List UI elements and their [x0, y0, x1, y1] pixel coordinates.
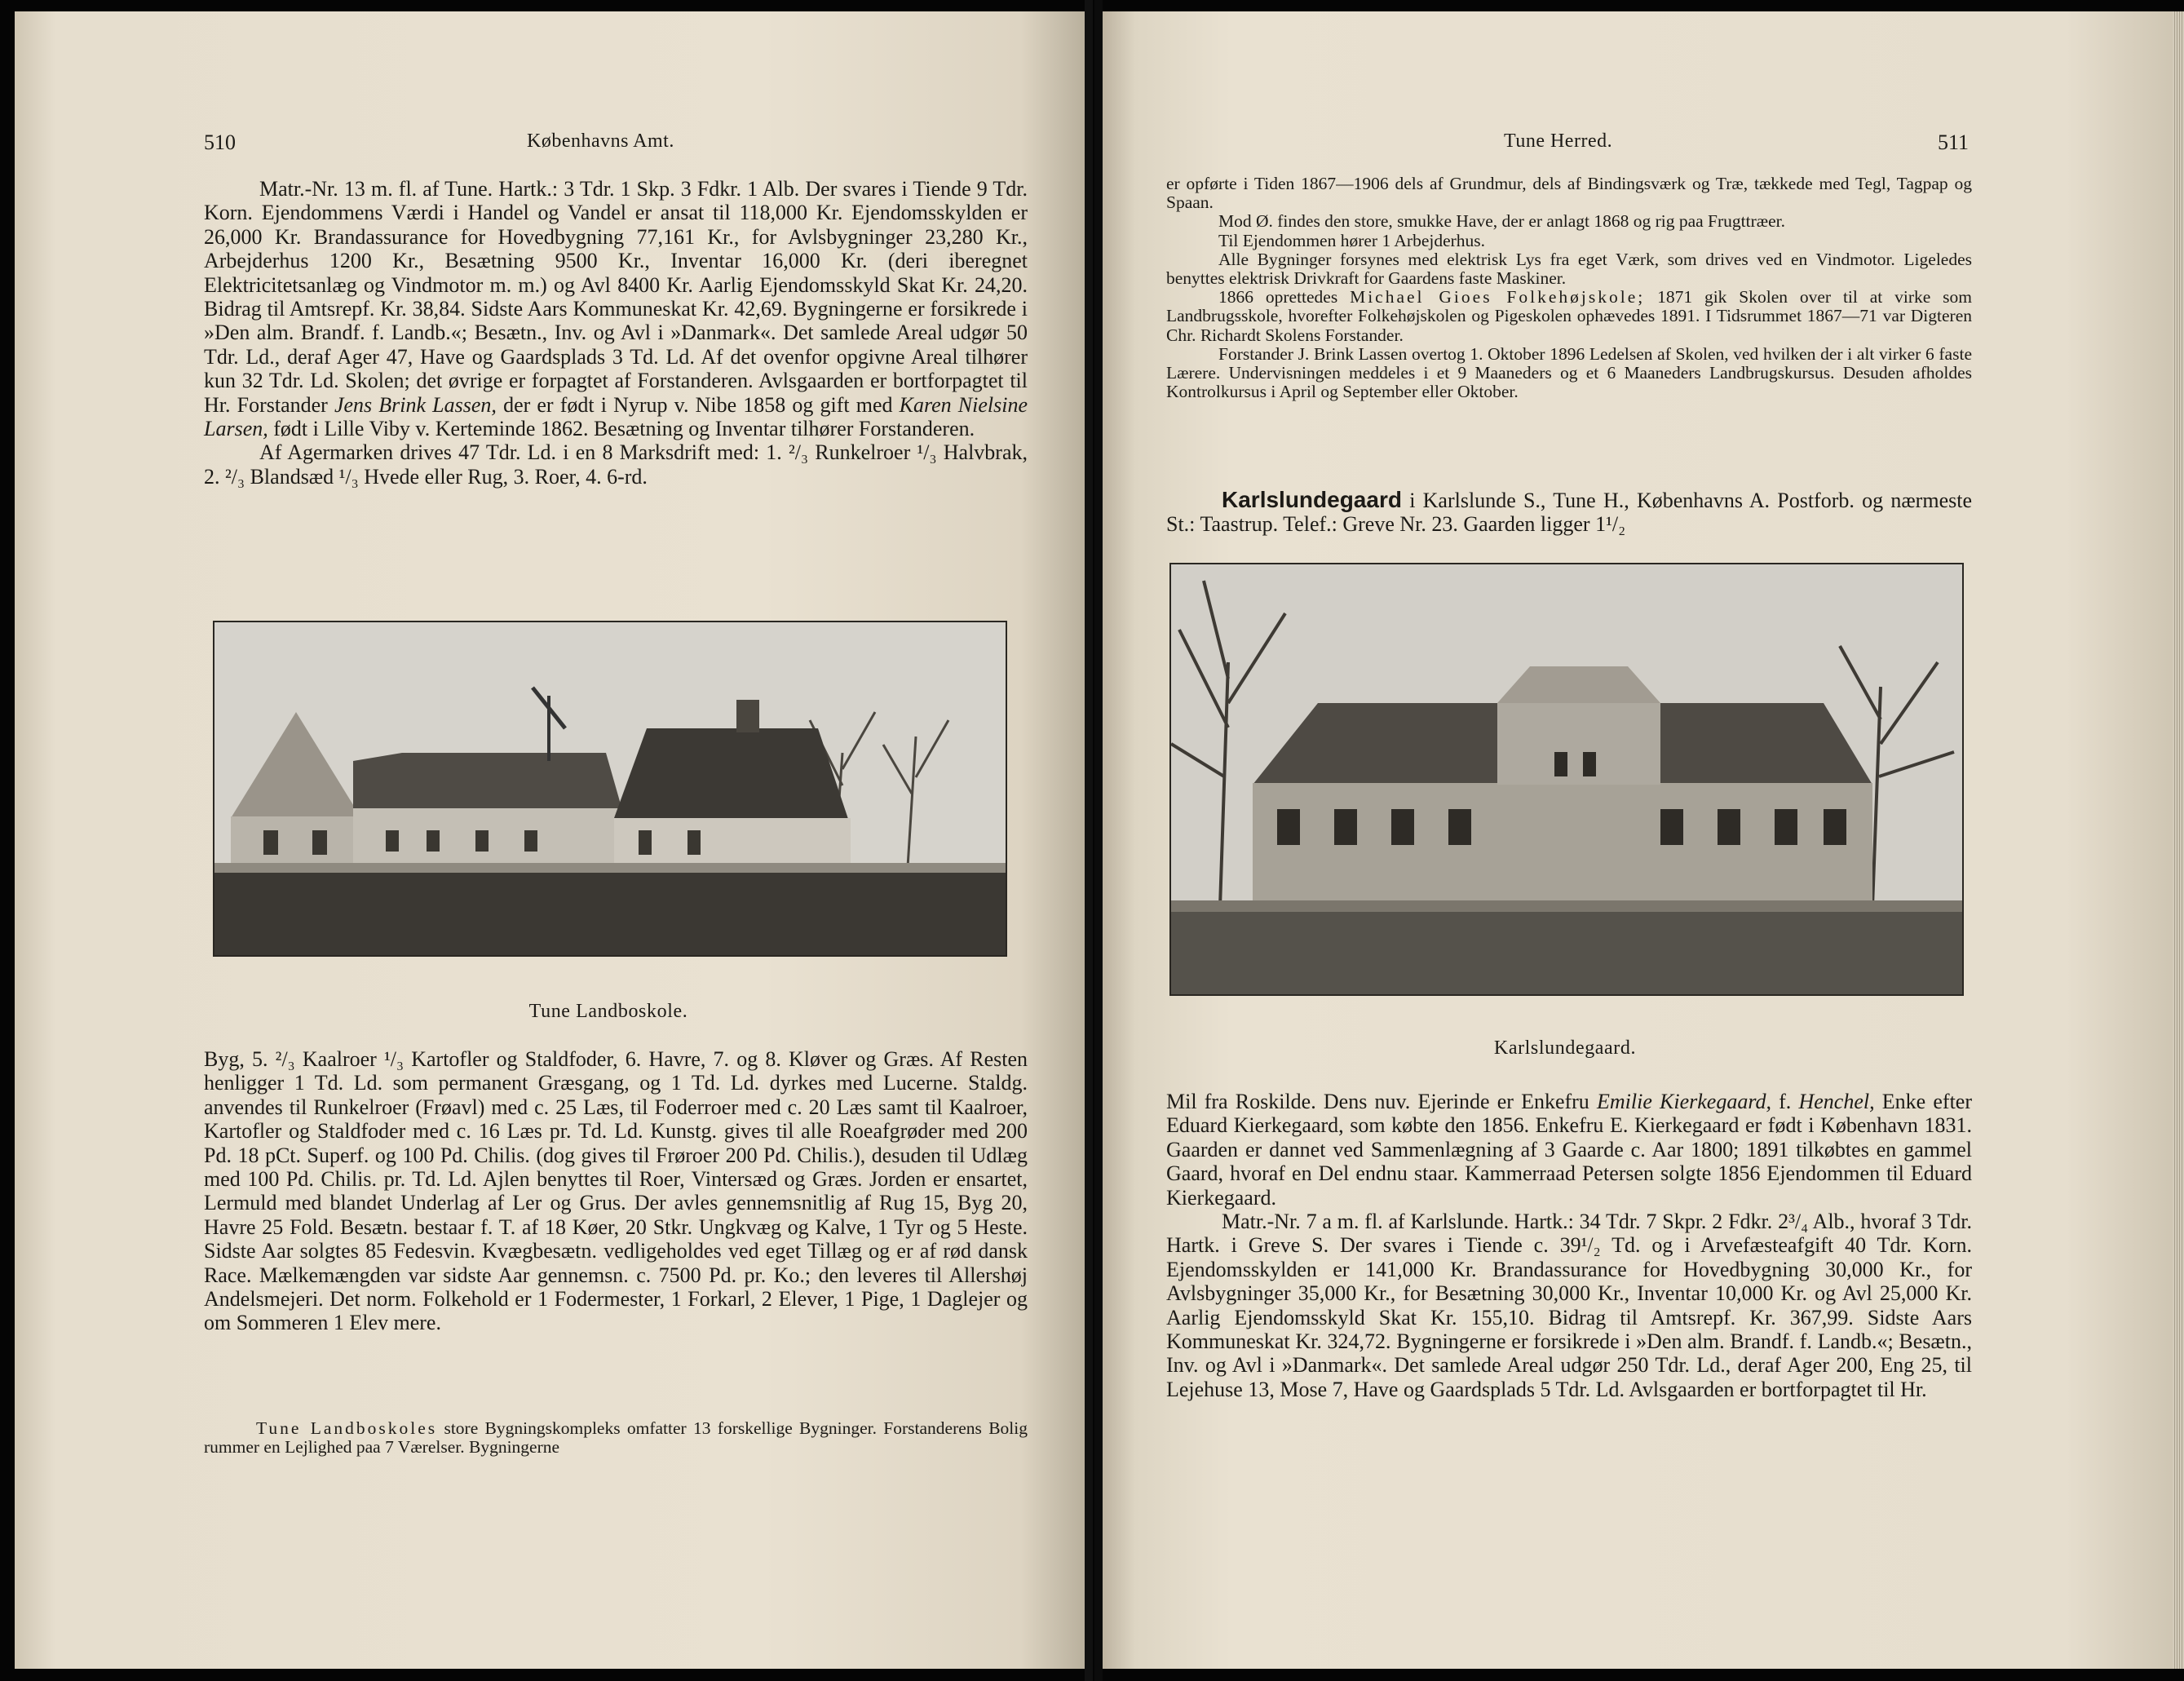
photo-karlslundegaard: [1169, 563, 1964, 996]
body-text-top: [204, 177, 1028, 489]
page-edges: [2173, 11, 2184, 1669]
photo-tune-landboskole: [213, 621, 1007, 957]
spaced-name: Michael Gioes Folkehøjskole;: [1350, 287, 1646, 307]
entry-title: Karlslundegaard: [1222, 487, 1402, 512]
person-name: Jens Brink Lassen,: [334, 392, 497, 417]
right-page: [1103, 11, 2173, 1669]
entry-heading-text: Karlslundegaard i Karlslunde S., Tune H., Københavns A. Postforb. og nærmeste St.: Taastrup. Telef.: Greve Nr. 23. Gaarden ligger 1¹/₂: [1166, 487, 1972, 537]
small-print-note: Tune Landboskoles store Bygningskompleks omfatter 13 forskellige Bygninger. Forstanderens Bolig rummer en Lejlighed paa 7 Værelser. Bygningerne: [204, 1418, 1028, 1458]
left-page: [15, 11, 1085, 1669]
person-name: Karen Nielsine Larsen,: [204, 392, 1028, 441]
paragraph-matr: Matr.-Nr. 13 m. fl. af Tune. Hartk.: 3 Tdr. 1 Skp. 3 Fdkr. 1 Alb. Der svares i Tiende 9 Tdr. Korn. Ejendommens Værdi i Handel og Vandel er ansat til 118,000 Kr. Ejendomsskylden er 26,000 Kr. Brandassurance for Hovedbygning 77,161 Kr., for Avlsbygninger 23,280 Kr., Arbejderhus 1200 Kr., Besætning 9500 Kr., Inventar 16,000 Kr. (deri iberegnet Elektricitetsanlæg og Vindmotor m. m.) og Avl 8400 Kr. Aarlig Ejendomsskyld Skat Kr. 24,20. Bidrag til Amtsrepf. Kr. 38,84. Sidste Aars Kommuneskat Kr. 42,69. Bygningerne er forsikrede i »Den alm. Brandf. f. Landb.«; Besætn., Inv. og Avl i »Danmark«. Det samlede Areal udgør 50 Tdr. Ld., deraf Ager 47, Have og Gaardsplads 3 Td. Ld. Af det ovenfor opgivne Areal tilhører kun 32 Tdr. Ld. Skolen; det øvrige er forpagtet af Forstanderen. Avlsgaarden er bortforpagtet til Hr. Forstander Jens Brink Lassen, der er født i Nyrup v. Nibe 1858 og gift med Karen Nielsine Larsen, født i Lille Viby v. Kerteminde 1862. Besætning og Inventar tilhører Forstanderen.: [204, 177, 1028, 441]
person-name: Henchel,: [1798, 1090, 1875, 1113]
photo-caption: Tune Landboskole.: [528, 1001, 688, 1022]
page-number: 511: [1938, 130, 1970, 154]
page-number: 510: [204, 130, 236, 154]
paragraph-agermarken: Af Agermarken drives 47 Tdr. Ld. i en 8 Marksdrift med: 1. ²/₃ Runkelroer ¹/₃ Halvbrak, 2. ²/₃ Blandsæd ¹/₃ Hvede eller Rug, 3. Roer, 4. 6-rd.: [204, 440, 1028, 489]
small-print-block: er opførte i Tiden 1867—1906 dels af Grundmur, dels af Bindingsværk og Træ, tækkede med Tegl, Tagpap og Spaan. Mod Ø. findes den store, smukke Have, der er anlagt 1868 og rig paa Frugttræer. Til Ejendommen hører 1 Arbejderhus. Alle Bygninger forsynes med elektrisk Lys fra eget Værk, som drives ved en Vindmotor. Ligeledes benyttes elektrisk Drivkraft for Gaardens faste Maskiner. 1866 oprettedes Michael Gioes Folkehøjskole; 1871 gik Skolen over til at virke som Landbrugsskole, hvorefter Folkehøjskolen og Pigeskolen ophævedes 1891. I Tidsrummet 1867—71 var Digteren Chr. Richardt Skolens Forstander. Forstander J. Brink Lassen overtog 1. Oktober 1896 Ledelsen af Skolen, ved hvilken der i alt virker 6 faste Lærere. Undervisningen meddeles i et 9 Maaneders og et 6 Maaneders Landbrugskursus. Desuden afholdes Kontrolkursus i April og September eller Oktober.: [1166, 174, 1973, 402]
book-gutter-inner: [1094, 0, 1103, 1681]
paragraph-ejer: Mil fra Roskilde. Dens nuv. Ejerinde er Enkefru Emilie Kierkegaard, f. Henchel, Enke efter Eduard Kierkegaard, som købte den 1856. Enkefru E. Kierkegaard er født i København 1831. Gaarden er dannet ved Sammenlægning af 3 Gaarde c. Aar 1800; 1891 tilkøbtes en gammel Gaard, hvoraf en Del endnu staar. Kammerraad Petersen solgte 1856 Ejendommen til Eduard Kierkegaard.: [1166, 1090, 1972, 1210]
paragraph-matr: Matr.-Nr. 7 a m. fl. af Karlslunde. Hartk.: 34 Tdr. 7 Skpr. 2 Fdkr. 2³/₄ Alb., hvoraf 3 Tdr. Hartk. i Greve S. Der svares i Tiende c. 39¹/₂ Td. og i Arvefæsteafgift 40 Tdr. Korn. Ejendomsskylden er 141,000 Kr. Brandassurance for Hovedbygning 30,000 Kr., for Avlsbygninger 35,000 Kr., for Besætning 30,000 Kr., Inventar 10,000 Kr. og Avl 25,000 Kr. Aarlig Ejendomsskyld Skat Kr. 155,10. Bidrag til Amtsrepf. Kr. 367,99. Sidste Aars Kommuneskat Kr. 324,72. Bygningerne er forsikrede i »Den alm. Brandf. f. Landb.«; Besætn., Inv. og Avl i »Danmark«. Det samlede Areal udgør 250 Tdr. Ld., deraf Ager 200, Eng 25, til Lejehuse 13, Mose 7, Have og Gaardsplads 5 Tdr. Ld. Avlsgaarden er bortforpagtet til Hr.: [1166, 1210, 1972, 1401]
paragraph-byg: Byg, 5. ²/₃ Kaalroer ¹/₃ Kartofler og Staldfoder, 6. Havre, 7. og 8. Kløver og Græs. Af Resten henligger 1 Td. Ld. som permanent Græsgang, og 1 Td. Ld. dyrkes med Lucerne. Staldg. anvendes til Runkelroer (Frøavl) med c. 25 Læs, til Foderroer med c. 20 Læs samt til Kaalroer, Kartofler og Staldfoder med c. 16 Læs pr. Td. Ld. Kunstg. gives til alle Roeafgrøder med 200 Pd. 18 pCt. Superf. og 100 Pd. Chilis. (dog gives til Frøroer 200 Pd. Chilis.), desuden til Udlæg med 100 Pd. Chilis. pr. Td. Ld. Ajlen benyttes til Roer, Vintersæd og Græs. Jorden er ensartet, Lermuld med blandet Underlag af Ler og Grus. Der avles gennemsnitlig af Rug 15, Byg 20, Havre 25 Fold. Besætn. bestaar f. T. af 18 Køer, 20 Stkr. Ungkvæg og Kalve, 1 Tyr og 5 Heste. Sidste Aar solgtes 85 Fedesvin. Kvægbesætn. vedligeholdes ved eget Tillæg og er af rød dansk Race. Mælkemængden var sidste Aar gennemsn. c. 7500 Pd. pr. Ko.; den leveres til Allershøj Andelsmejeri. Det norm. Folkehold er 1 Fodermester, 1 Forkarl, 2 Elever, 1 Pige, 1 Daglejer og om Sommeren 1 Elev mere.: [204, 1047, 1028, 1335]
spaced-name: Tune Landboskoles: [256, 1418, 438, 1438]
body-text-bottom: [1166, 1090, 1972, 1401]
person-name: Emilie Kierkegaard,: [1596, 1090, 1771, 1113]
body-text-bottom: [204, 1047, 1028, 1335]
running-head: Københavns Amt.: [527, 130, 674, 152]
photo-caption: Karlslundegaard.: [1493, 1037, 1637, 1059]
book-gutter: [1085, 0, 1093, 1681]
running-head: Tune Herred.: [1504, 130, 1613, 152]
